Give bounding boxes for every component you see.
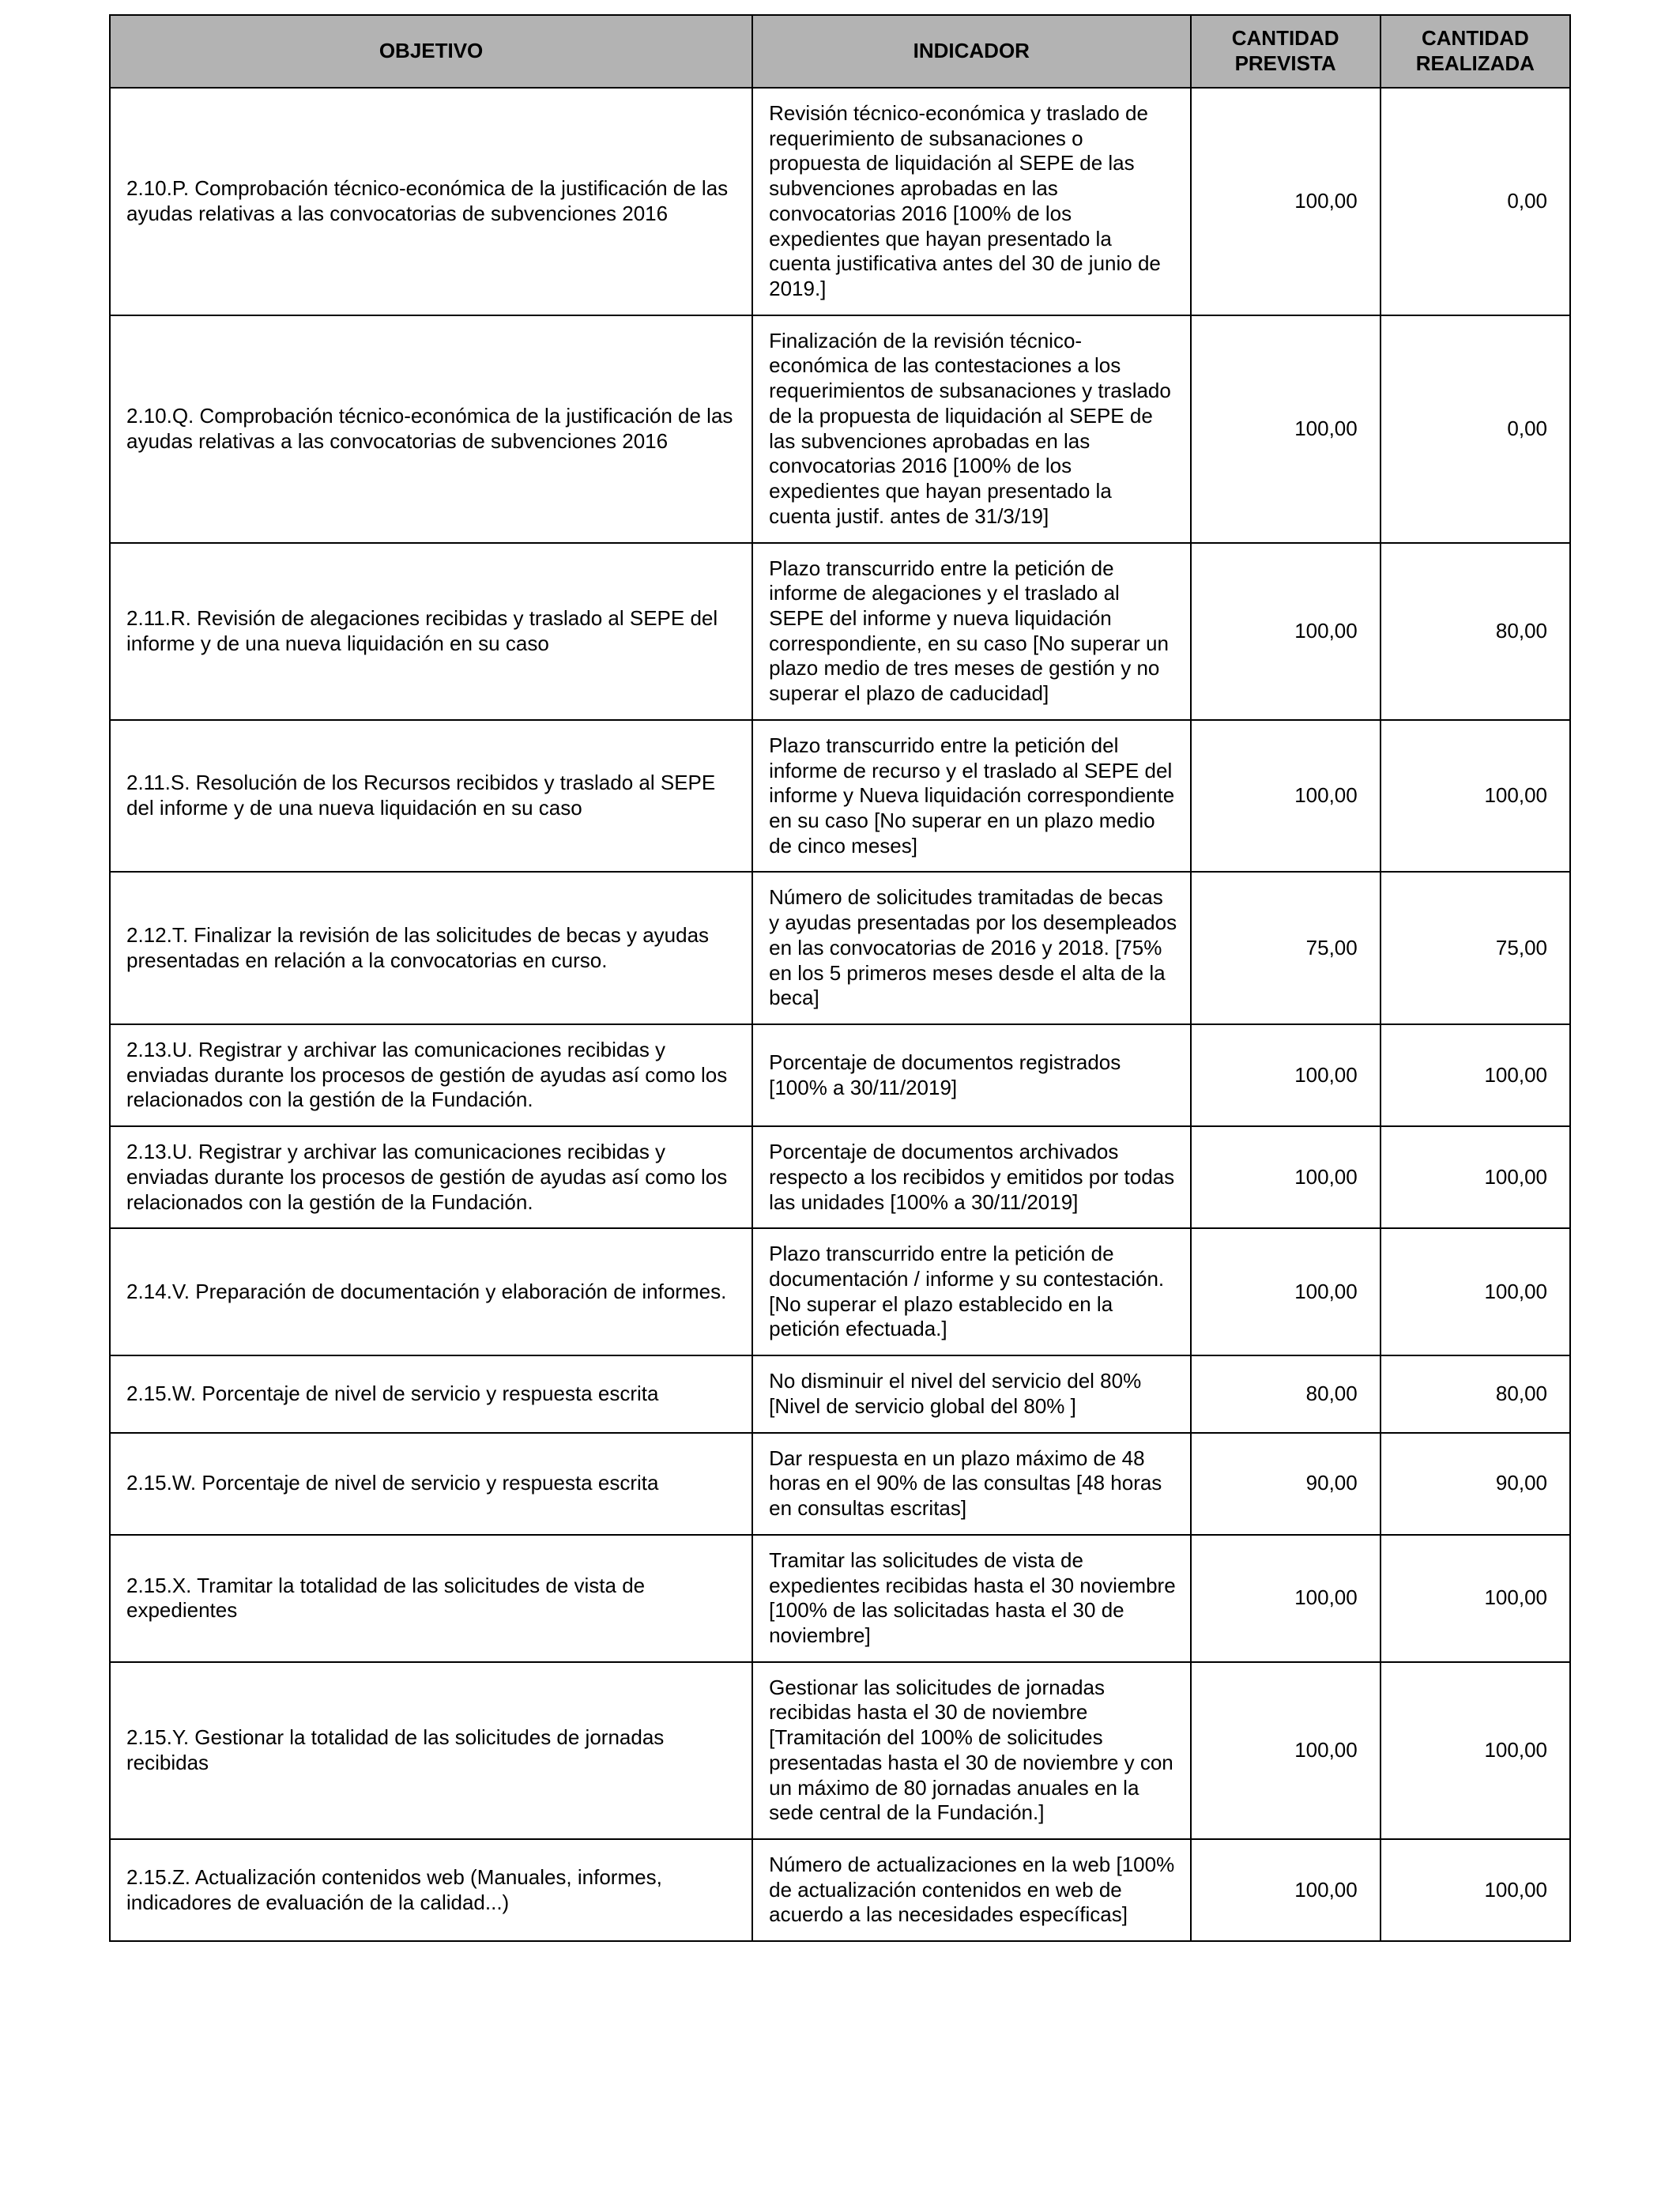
table-row <box>110 315 1570 543</box>
prevista-cell: 100,00 <box>1191 543 1381 720</box>
prevista-cell: 100,00 <box>1191 1024 1381 1126</box>
indicador-cell: Dar respuesta en un plazo máximo de 48 horas en el 90% de las consultas [48 horas en consultas escritas] <box>752 1433 1190 1535</box>
indicador-cell: Gestionar las solicitudes de jornadas recibidas hasta el 30 de noviembre [Tramitación del 100% de solicitudes presentadas hasta el 30 de noviembre y con un máximo de 80 jornadas anuales en la sede central de la Fundación.] <box>752 1662 1190 1839</box>
indicador-cell: Revisión técnico-económica y traslado de requerimiento de subsanaciones o propuesta de liquidación al SEPE de las subvenciones aprobadas en las convocatorias 2016 [100% de los expedientes que hayan presentado la cuenta justificativa antes del 30 de junio de 2019.] <box>752 88 1190 315</box>
table-row <box>110 1126 1570 1228</box>
objetivo-cell: 2.15.Y. Gestionar la totalidad de las solicitudes de jornadas recibidas <box>110 1662 752 1839</box>
table-row <box>110 1662 1570 1839</box>
column-header-indicador: INDICADOR <box>752 15 1190 88</box>
table-row <box>110 1024 1570 1126</box>
indicador-cell: No disminuir el nivel del servicio del 80% [Nivel de servicio global del 80% ] <box>752 1355 1190 1432</box>
realizada-cell: 80,00 <box>1381 1355 1570 1432</box>
prevista-cell: 100,00 <box>1191 1126 1381 1228</box>
table-row <box>110 543 1570 720</box>
realizada-cell: 0,00 <box>1381 88 1570 315</box>
objetivo-cell: 2.14.V. Preparación de documentación y elaboración de informes. <box>110 1228 752 1355</box>
realizada-cell: 100,00 <box>1381 1839 1570 1941</box>
realizada-cell: 100,00 <box>1381 1662 1570 1839</box>
table-row <box>110 1839 1570 1941</box>
column-header-objetivo: OBJETIVO <box>110 15 752 88</box>
prevista-cell: 90,00 <box>1191 1433 1381 1535</box>
objetivo-cell: 2.15.X. Tramitar la totalidad de las solicitudes de vista de expedientes <box>110 1535 752 1662</box>
indicador-cell: Número de actualizaciones en la web [100% de actualización contenidos en web de acuerdo a las necesidades específicas] <box>752 1839 1190 1941</box>
objetivo-cell: 2.10.Q. Comprobación técnico-económica de la justificación de las ayudas relativas a las convocatorias de subvenciones 2016 <box>110 315 752 543</box>
objetivo-cell: 2.10.P. Comprobación técnico-económica de la justificación de las ayudas relativas a las convocatorias de subvenciones 2016 <box>110 88 752 315</box>
prevista-cell: 100,00 <box>1191 720 1381 873</box>
indicador-cell: Plazo transcurrido entre la petición del informe de recurso y el traslado al SEPE del informe y Nueva liquidación correspondiente en su caso [No superar en un plazo medio de cinco meses] <box>752 720 1190 873</box>
realizada-cell: 90,00 <box>1381 1433 1570 1535</box>
prevista-cell: 100,00 <box>1191 88 1381 315</box>
table-row <box>110 88 1570 315</box>
prevista-cell: 100,00 <box>1191 1839 1381 1941</box>
indicador-cell: Finalización de la revisión técnico- económica de las contestaciones a los requerimientos de subsanaciones y traslado de la propuesta de liquidación al SEPE de las subvenciones aprobadas en las convocatorias 2016 [100% de los expedientes que hayan presentado la cuenta justif. antes de 31/3/19] <box>752 315 1190 543</box>
realizada-cell: 100,00 <box>1381 720 1570 873</box>
realizada-cell: 80,00 <box>1381 543 1570 720</box>
prevista-cell: 100,00 <box>1191 315 1381 543</box>
indicador-cell: Porcentaje de documentos archivados respecto a los recibidos y emitidos por todas las unidades [100% a 30/11/2019] <box>752 1126 1190 1228</box>
indicators-table <box>109 14 1571 1942</box>
objetivo-cell: 2.15.W. Porcentaje de nivel de servicio y respuesta escrita <box>110 1433 752 1535</box>
realizada-cell: 100,00 <box>1381 1535 1570 1662</box>
realizada-cell: 75,00 <box>1381 872 1570 1024</box>
column-header-cantidad-prevista: CANTIDAD PREVISTA <box>1191 15 1381 88</box>
objetivo-cell: 2.13.U. Registrar y archivar las comunicaciones recibidas y enviadas durante los procesos de gestión de ayudas así como los relacionados con la gestión de la Fundación. <box>110 1126 752 1228</box>
realizada-cell: 100,00 <box>1381 1126 1570 1228</box>
objetivo-cell: 2.11.S. Resolución de los Recursos recibidos y traslado al SEPE del informe y de una nueva liquidación en su caso <box>110 720 752 873</box>
indicador-cell: Plazo transcurrido entre la petición de informe de alegaciones y el traslado al SEPE del informe y nueva liquidación correspondiente, en su caso [No superar un plazo medio de tres meses de gestión y no superar el plazo de caducidad] <box>752 543 1190 720</box>
prevista-cell: 100,00 <box>1191 1228 1381 1355</box>
realizada-cell: 100,00 <box>1381 1228 1570 1355</box>
table-body <box>110 88 1570 1941</box>
objetivo-cell: 2.11.R. Revisión de alegaciones recibidas y traslado al SEPE del informe y de una nueva liquidación en su caso <box>110 543 752 720</box>
table-row <box>110 1228 1570 1355</box>
prevista-cell: 80,00 <box>1191 1355 1381 1432</box>
prevista-cell: 100,00 <box>1191 1662 1381 1839</box>
table-row <box>110 720 1570 873</box>
objetivo-cell: 2.15.Z. Actualización contenidos web (Manuales, informes, indicadores de evaluación de la calidad...) <box>110 1839 752 1941</box>
objetivo-cell: 2.13.U. Registrar y archivar las comunicaciones recibidas y enviadas durante los procesos de gestión de ayudas así como los relacionados con la gestión de la Fundación. <box>110 1024 752 1126</box>
indicador-cell: Plazo transcurrido entre la petición de documentación / informe y su contestación. [No superar el plazo establecido en la petición efectuada.] <box>752 1228 1190 1355</box>
table-header-row <box>110 15 1570 88</box>
table-row <box>110 1355 1570 1432</box>
indicador-cell: Número de solicitudes tramitadas de becas y ayudas presentadas por los desempleados en las convocatorias de 2016 y 2018. [75% en los 5 primeros meses desde el alta de la beca] <box>752 872 1190 1024</box>
realizada-cell: 100,00 <box>1381 1024 1570 1126</box>
objetivo-cell: 2.12.T. Finalizar la revisión de las solicitudes de becas y ayudas presentadas en relación a la convocatorias en curso. <box>110 872 752 1024</box>
column-header-cantidad-realizada: CANTIDAD REALIZADA <box>1381 15 1570 88</box>
objetivo-cell: 2.15.W. Porcentaje de nivel de servicio y respuesta escrita <box>110 1355 752 1432</box>
realizada-cell: 0,00 <box>1381 315 1570 543</box>
prevista-cell: 75,00 <box>1191 872 1381 1024</box>
table-row <box>110 872 1570 1024</box>
prevista-cell: 100,00 <box>1191 1535 1381 1662</box>
indicador-cell: Porcentaje de documentos registrados [100% a 30/11/2019] <box>752 1024 1190 1126</box>
indicador-cell: Tramitar las solicitudes de vista de expedientes recibidas hasta el 30 noviembre [100% de las solicitadas hasta el 30 de noviembre] <box>752 1535 1190 1662</box>
table-row <box>110 1535 1570 1662</box>
table-row <box>110 1433 1570 1535</box>
